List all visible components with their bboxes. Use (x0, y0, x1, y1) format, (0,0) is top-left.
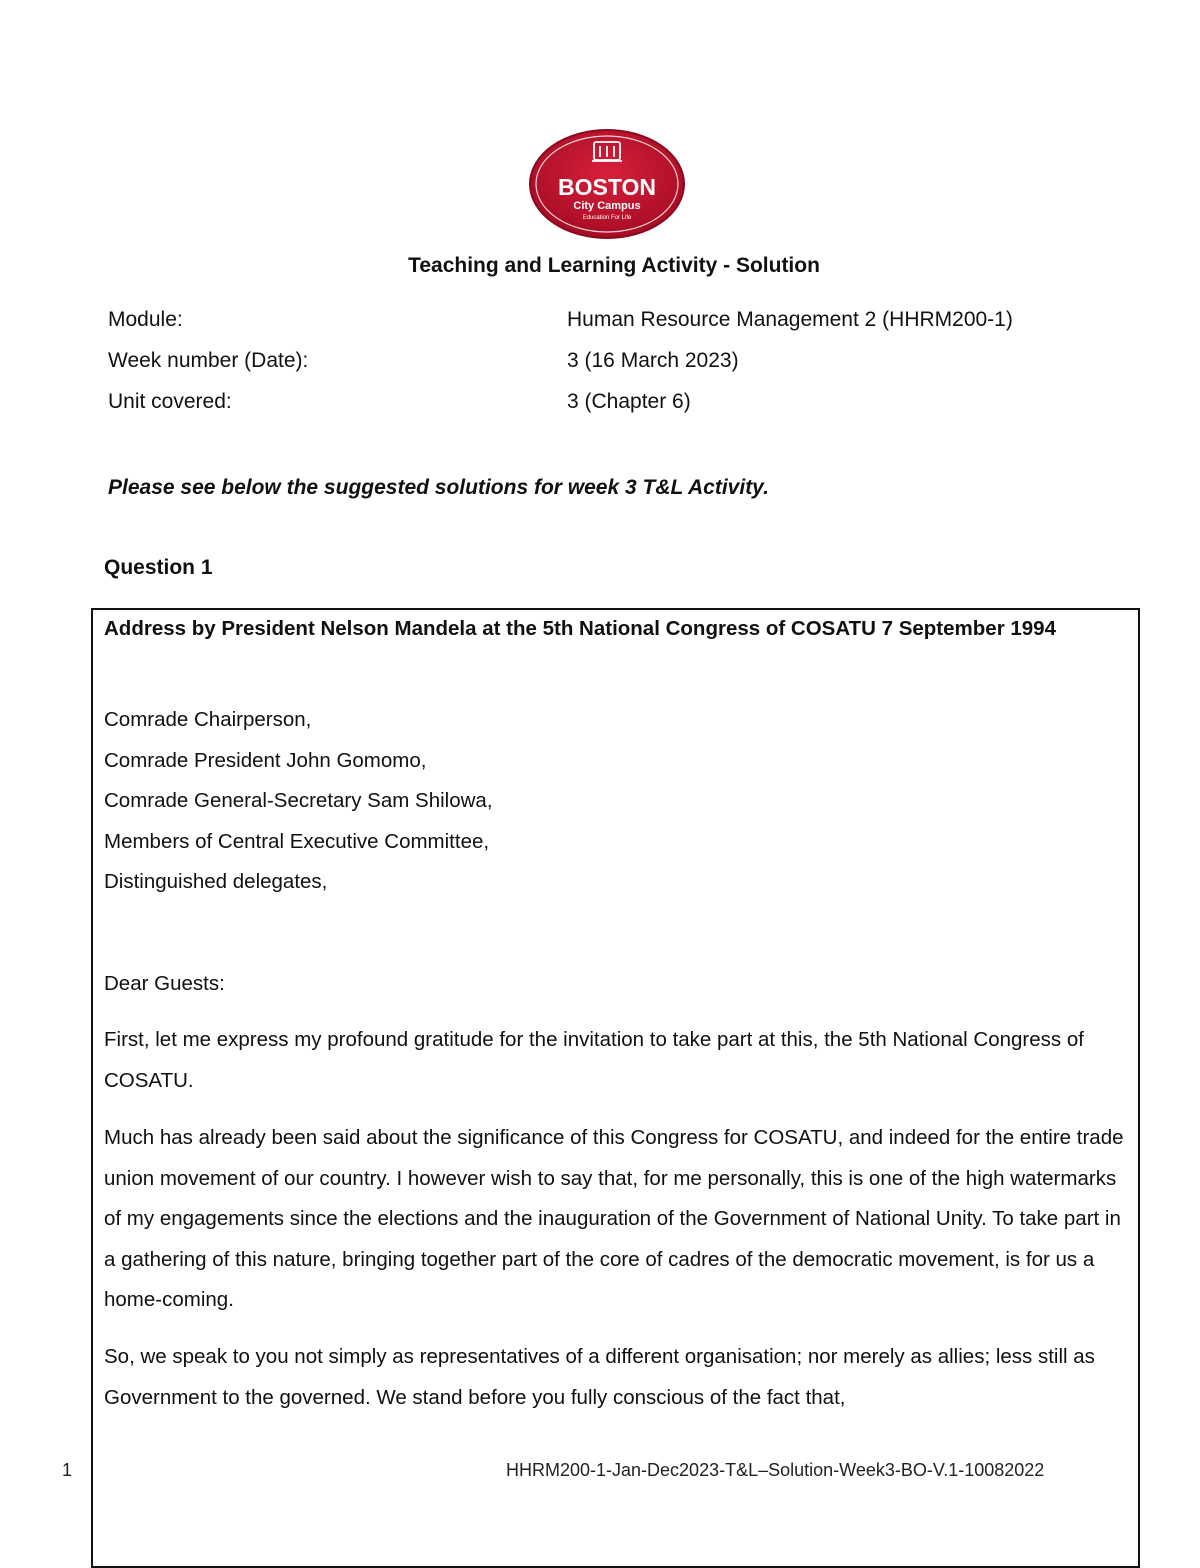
meta-label: Module: (108, 308, 183, 331)
salutation-line: Distinguished delegates, (104, 870, 328, 893)
salutation-line: Comrade President John Gomomo, (104, 748, 427, 772)
meta-label: Unit covered: (108, 390, 232, 413)
greeting: Dear Guests: (104, 972, 225, 995)
document-code: HHRM200-1-Jan-Dec2023-T&L–Solution-Week3-BO-V.1-10082022 (506, 1460, 1045, 1480)
question-heading: Question 1 (104, 556, 213, 579)
boston-logo (528, 128, 686, 240)
salutation-line: Comrade Chairperson, (104, 708, 312, 731)
page-number: 1 (62, 1460, 73, 1480)
salutations (104, 700, 1134, 903)
meta-label: Week number (Date): (108, 349, 309, 372)
speech-paragraph: First, let me express my profound gratitude for the invitation to take part at this, the 5th National Congress of COSATU. (104, 1028, 1084, 1092)
speech-paragraph: Much has already been said about the significance of this Congress for COSATU, and indeed for the entire trade union movement of our country. I however wish to say that, for me personally, this is one of the high watermarks of my engagements since the elections and the inauguration of the Government of National Unity. To take part in a gathering of this nature, bringing together part of the core of cadres of the democratic movement, is for us a home-coming. (104, 1126, 1124, 1311)
speech-title: Address by President Nelson Mandela at the 5th National Congress of COSATU 7 September 1994 (104, 617, 1056, 640)
intro-text: Please see below the suggested solutions for week 3 T&L Activity. (108, 476, 769, 499)
salutation-line: Comrade General-Secretary Sam Shilowa, (104, 789, 493, 812)
document-title: Teaching and Learning Activity - Solution (408, 254, 820, 277)
logo-tagline: Education For Life (582, 215, 632, 221)
meta-value: Human Resource Management 2 (HHRM200-1) (567, 308, 1013, 331)
logo-subtitle: City Campus (573, 200, 641, 212)
meta-value: 3 (Chapter 6) (567, 390, 691, 413)
logo-emblem (528, 128, 686, 240)
salutation-line: Members of Central Executive Committee, (104, 829, 490, 853)
logo-name: BOSTON (558, 174, 656, 200)
meta-value: 3 (16 March 2023) (567, 349, 739, 372)
speech-paragraph: So, we speak to you not simply as representatives of a different organisation; nor merely as allies; less still as Government to the governed. We stand before you fully conscious of the fact that, (104, 1345, 1095, 1409)
